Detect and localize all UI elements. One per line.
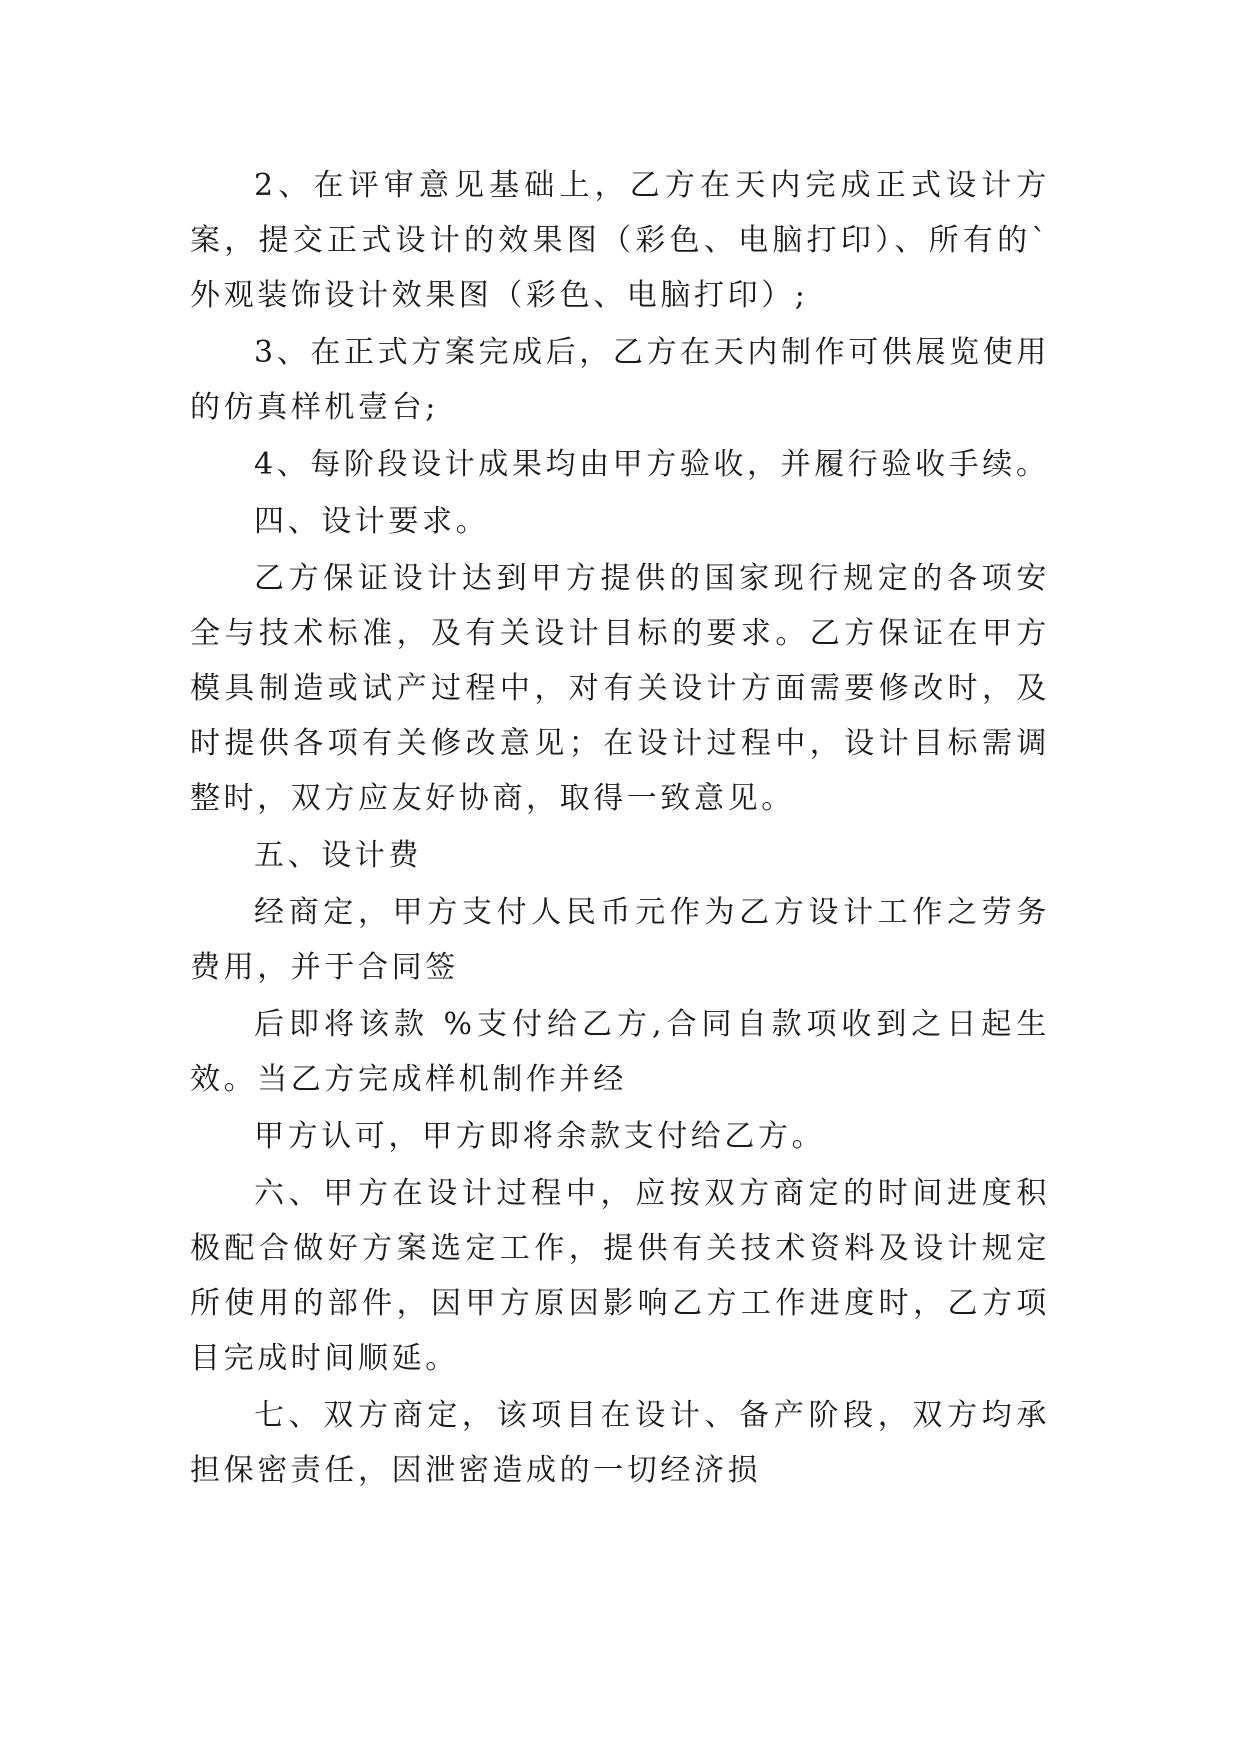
paragraph-item-3: 3、在正式方案完成后，乙方在天内制作可供展览使用的仿真样机壹台; bbox=[190, 335, 1050, 425]
paragraph-confidentiality: 七、双方商定，该项目在设计、备产阶段，双方均承担保密责任，因泄密造成的一切经济损 bbox=[190, 1398, 1050, 1488]
section-heading-design-fee: 五、设计费 bbox=[254, 838, 422, 873]
paragraph-item-2: 2、在评审意见基础上，乙方在天内完成正式设计方案，提交正式设计的效果图（彩色、电脑打印）、所有的`外观装饰设计效果图（彩色、电脑打印）; bbox=[190, 168, 1050, 313]
paragraph-design-fee-2: 后即将该款 %支付给乙方,合同自款项收到之日起生效。当乙方完成样机制作并经 bbox=[190, 1007, 1050, 1097]
paragraph-design-requirements: 乙方保证设计达到甲方提供的国家现行规定的各项安全与技术标准，及有关设计目标的要求。乙方保证在甲方模具制造或试产过程中，对有关设计方面需要修改时，及时提供各项有关修改意见；在设计过程中，设计目标需调整时，双方应友好协商，取得一致意见。 bbox=[190, 561, 1050, 816]
paragraph-party-a-cooperation: 六、甲方在设计过程中，应按双方商定的时间进度积极配合做好方案选定工作，提供有关技术资料及设计规定所使用的部件，因甲方原因影响乙方工作进度时，乙方项目完成时间顺延。 bbox=[190, 1176, 1050, 1376]
paragraph-design-fee-3: 甲方认可，甲方即将余款支付给乙方。 bbox=[254, 1119, 826, 1154]
section-heading-design-requirements: 四、设计要求。 bbox=[254, 504, 490, 539]
document-body bbox=[190, 158, 1050, 1498]
paragraph-item-4: 4、每阶段设计成果均由甲方验收，并履行验收手续。 bbox=[254, 447, 1050, 482]
paragraph-design-fee-1: 经商定，甲方支付人民币元作为乙方设计工作之劳务费用，并于合同签 bbox=[190, 895, 1050, 985]
